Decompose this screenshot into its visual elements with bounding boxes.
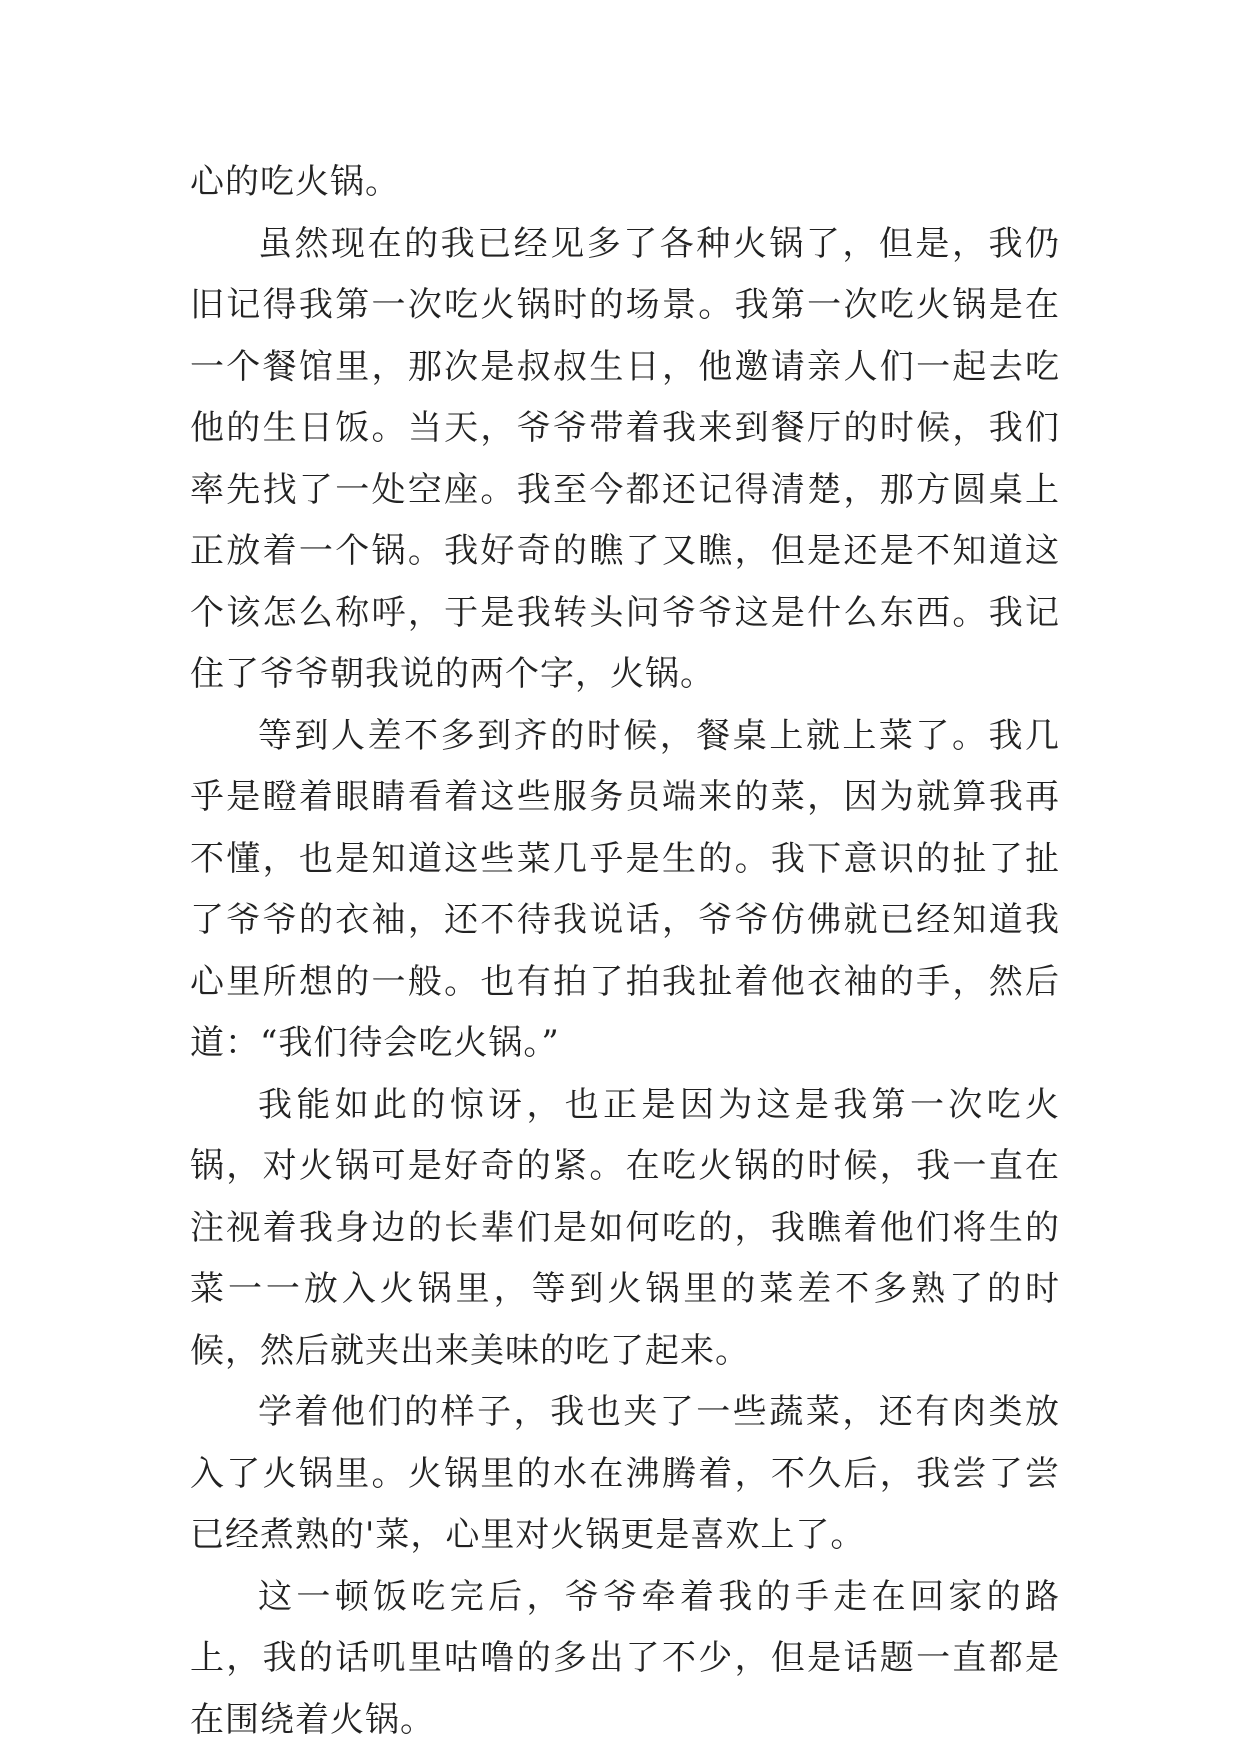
paragraph: 这一顿饭吃完后，爷爷牵着我的手走在回家的路上，我的话叽里咕噜的多出了不少，但是话题一直都是在围绕着火锅。 bbox=[190, 1576, 1060, 1740]
paragraph: 虽然现在的我已经见多了各种火锅了，但是，我仍旧记得我第一次吃火锅时的场景。我第一次吃火锅是在一个餐馆里，那次是叔叔生日，他邀请亲人们一起去吃他的生日饭。当天，爷爷带着我来到餐厅的时候，我们率先找了一处空座。我至今都还记得清楚，那方圆桌上正放着一个锅。我好奇的瞧了又瞧，但是还是不知道这个该怎么称呼，于是我转头问爷爷这是什么东西。我记住了爷爷朝我说的两个字，火锅。 bbox=[190, 223, 1060, 694]
paragraph: 学着他们的样子，我也夹了一些蔬菜，还有肉类放入了火锅里。火锅里的水在沸腾着，不久后，我尝了尝已经煮熟的'菜，心里对火锅更是喜欢上了。 bbox=[190, 1392, 1060, 1555]
paragraph: 等到人差不多到齐的时候，餐桌上就上菜了。我几乎是瞪着眼睛看着这些服务员端来的菜，因为就算我再不懂，也是知道这些菜几乎是生的。我下意识的扯了扯了爷爷的衣袖，还不待我说话，爷爷仿佛就已经知道我心里所想的一般。也有拍了拍我扯着他衣袖的手，然后道：“我们待会吃火锅。” bbox=[190, 715, 1060, 1063]
body-text bbox=[190, 152, 1060, 1751]
paragraph: 我能如此的惊讶，也正是因为这是我第一次吃火锅，对火锅可是好奇的紧。在吃火锅的时候，我一直在注视着我身边的长辈们是如何吃的，我瞧着他们将生的菜一一放入火锅里，等到火锅里的菜差不多熟了的时候，然后就夹出来美味的吃了起来。 bbox=[190, 1084, 1060, 1371]
paragraph: 心的吃火锅。 bbox=[190, 162, 400, 202]
